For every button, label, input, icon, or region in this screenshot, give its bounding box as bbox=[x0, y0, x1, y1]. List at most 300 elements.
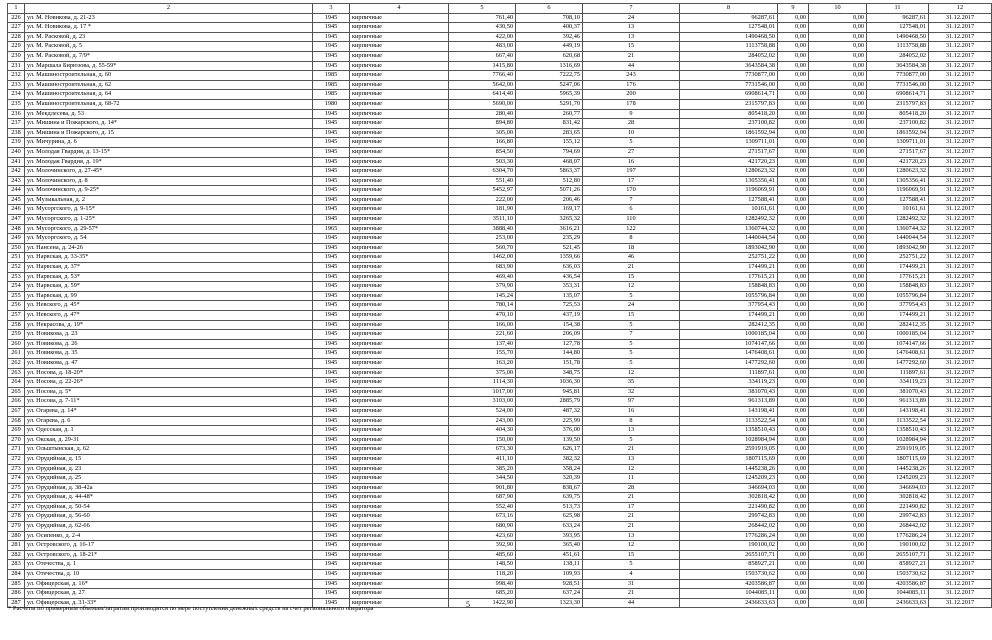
table-cell: 0,00 bbox=[809, 195, 867, 205]
table-cell: 253 bbox=[8, 272, 25, 282]
table-cell: ул. Нарвская, д. 59* bbox=[25, 282, 313, 292]
table-cell: 31.12.2017 bbox=[929, 32, 992, 42]
table-row bbox=[8, 483, 992, 493]
table-cell: кирпичные bbox=[350, 522, 449, 532]
table-cell: 31.12.2017 bbox=[929, 263, 992, 273]
table-cell: 6414,40 bbox=[449, 90, 516, 100]
table-cell: 252 bbox=[8, 263, 25, 273]
table-cell: 284052,02 bbox=[680, 51, 778, 61]
table-cell: 17 bbox=[583, 176, 680, 186]
table-cell: 0,00 bbox=[778, 531, 809, 541]
table-cell: 0,00 bbox=[809, 186, 867, 196]
table-cell: кирпичные bbox=[350, 589, 449, 599]
table-cell: 31.12.2017 bbox=[929, 215, 992, 225]
table-cell: 381070,43 bbox=[867, 387, 929, 397]
table-cell: 240 bbox=[8, 147, 25, 157]
table-cell: 0,00 bbox=[809, 541, 867, 551]
table-cell: 229 bbox=[8, 42, 25, 52]
table-cell: 1282492,32 bbox=[867, 215, 929, 225]
table-cell: 1323,30 bbox=[516, 598, 583, 608]
table-cell: 1074147,66 bbox=[867, 339, 929, 349]
table-cell: 1945 bbox=[313, 493, 350, 503]
table-cell: 0,00 bbox=[778, 483, 809, 493]
table-cell: 3643584,38 bbox=[867, 61, 929, 71]
table-cell: 0,00 bbox=[778, 147, 809, 157]
table-cell: 1945 bbox=[313, 301, 350, 311]
table-cell: 805418,20 bbox=[680, 109, 778, 119]
table-cell: 404,30 bbox=[449, 426, 516, 436]
table-cell: кирпичные bbox=[350, 330, 449, 340]
table-cell: 1422,90 bbox=[449, 598, 516, 608]
table-cell: 237100,82 bbox=[867, 119, 929, 129]
table-cell: 1309711,01 bbox=[680, 138, 778, 148]
table-cell: 181,90 bbox=[449, 205, 516, 215]
table-cell: 252751,22 bbox=[867, 253, 929, 263]
table-row bbox=[8, 368, 992, 378]
table-cell: 299742,83 bbox=[867, 512, 929, 522]
table-cell: 0,00 bbox=[809, 416, 867, 426]
table-cell: 344,50 bbox=[449, 474, 516, 484]
table-cell: кирпичные bbox=[350, 378, 449, 388]
table-cell: 998,40 bbox=[449, 579, 516, 589]
table-row bbox=[8, 493, 992, 503]
table-cell: кирпичные bbox=[350, 301, 449, 311]
table-cell: 31.12.2017 bbox=[929, 23, 992, 33]
table-cell: 423,60 bbox=[449, 531, 516, 541]
table-cell: 127588,41 bbox=[680, 195, 778, 205]
table-cell: 235,29 bbox=[516, 234, 583, 244]
table-cell: 31.12.2017 bbox=[929, 272, 992, 282]
table-cell: 5452,97 bbox=[449, 186, 516, 196]
table-cell: 365,40 bbox=[516, 541, 583, 551]
table-cell: 16 bbox=[583, 157, 680, 167]
table-cell: 0,00 bbox=[809, 215, 867, 225]
table-cell: 1360744,32 bbox=[867, 224, 929, 234]
table-cell: 2591919,05 bbox=[680, 445, 778, 455]
table-cell: 0,00 bbox=[778, 579, 809, 589]
table-cell: 1980 bbox=[313, 99, 350, 109]
table-row bbox=[8, 109, 992, 119]
table-cell: 31.12.2017 bbox=[929, 464, 992, 474]
table-cell: 8 bbox=[583, 416, 680, 426]
table-cell: ул. Машиностроительная, д. 68-72 bbox=[25, 99, 313, 109]
table-cell: 7222,75 bbox=[516, 71, 583, 81]
table-cell: ул. Мишина и Пожарского, д. 15 bbox=[25, 128, 313, 138]
table-cell: 0,00 bbox=[778, 445, 809, 455]
table-row bbox=[8, 147, 992, 157]
table-cell: ул. Мусоргского, д. 1-25* bbox=[25, 215, 313, 225]
table-cell: 1196069,91 bbox=[680, 186, 778, 196]
table-row bbox=[8, 90, 992, 100]
table-cell: кирпичные bbox=[350, 138, 449, 148]
table-cell: 1945 bbox=[313, 138, 350, 148]
table-cell: 1945 bbox=[313, 61, 350, 71]
table-cell: 32 bbox=[583, 387, 680, 397]
table-cell: 232 bbox=[8, 71, 25, 81]
table-cell: 12 bbox=[583, 464, 680, 474]
table-cell: ул. Орудийная, д. 62-66 bbox=[25, 522, 313, 532]
table-cell: 1945 bbox=[313, 330, 350, 340]
table-cell: ул. Мекдлесева, д. 53 bbox=[25, 109, 313, 119]
table-cell: 0,00 bbox=[778, 570, 809, 580]
table-cell: 858927,21 bbox=[680, 560, 778, 570]
table-row bbox=[8, 589, 992, 599]
table-cell: 245 bbox=[8, 195, 25, 205]
table-cell: 0,00 bbox=[809, 339, 867, 349]
table-cell: 31.12.2017 bbox=[929, 195, 992, 205]
table-cell: ул. Молочинского, д. 9-25* bbox=[25, 186, 313, 196]
table-cell: 0,00 bbox=[809, 176, 867, 186]
table-cell: 0,00 bbox=[809, 243, 867, 253]
table-row bbox=[8, 512, 992, 522]
table-cell: 961313,89 bbox=[680, 397, 778, 407]
table-cell: кирпичные bbox=[350, 90, 449, 100]
table-cell: 190100,02 bbox=[867, 541, 929, 551]
table-cell: 170 bbox=[583, 186, 680, 196]
table-cell: 1945 bbox=[313, 291, 350, 301]
table-row bbox=[8, 51, 992, 61]
table-cell: 284052,02 bbox=[867, 51, 929, 61]
table-cell: 1965 bbox=[313, 224, 350, 234]
table-cell: 0,00 bbox=[778, 138, 809, 148]
table-cell: 0,00 bbox=[778, 109, 809, 119]
header-row bbox=[8, 4, 992, 14]
table-cell: ул. Ольштынская, д. 62 bbox=[25, 445, 313, 455]
table-cell: 21 bbox=[583, 263, 680, 273]
table-cell: ул. Орудийная, д. 56-60 bbox=[25, 512, 313, 522]
table-cell: 44 bbox=[583, 598, 680, 608]
table-cell: 685,20 bbox=[449, 589, 516, 599]
table-cell: 31.12.2017 bbox=[929, 167, 992, 177]
table-cell: 13 bbox=[583, 426, 680, 436]
table-cell: 158848,83 bbox=[680, 282, 778, 292]
table-cell: 1196069,91 bbox=[867, 186, 929, 196]
table-cell: 625,98 bbox=[516, 512, 583, 522]
table-cell: 0,00 bbox=[778, 243, 809, 253]
table-cell: 1945 bbox=[313, 243, 350, 253]
table-cell: 122 bbox=[583, 224, 680, 234]
table-cell: 0,00 bbox=[809, 493, 867, 503]
table-cell: 1445238,26 bbox=[867, 464, 929, 474]
table-cell: 225,99 bbox=[516, 416, 583, 426]
table-cell: ул. Орудийная, д. 23 bbox=[25, 464, 313, 474]
table-cell: 15 bbox=[583, 272, 680, 282]
table-row bbox=[8, 282, 992, 292]
table-cell: 1133522,54 bbox=[867, 416, 929, 426]
table-cell: 0,00 bbox=[809, 435, 867, 445]
table-cell: кирпичные bbox=[350, 243, 449, 253]
table-cell: 411,10 bbox=[449, 454, 516, 464]
table-cell: 270 bbox=[8, 435, 25, 445]
table-cell: 31.12.2017 bbox=[929, 253, 992, 263]
table-row bbox=[8, 186, 992, 196]
table-cell: кирпичные bbox=[350, 502, 449, 512]
table-cell: 2655107,71 bbox=[680, 550, 778, 560]
table-cell: 1477292,60 bbox=[867, 358, 929, 368]
table-cell: ул. Новикова, д. 47 bbox=[25, 358, 313, 368]
table-cell: 0,00 bbox=[809, 291, 867, 301]
table-cell: 264 bbox=[8, 378, 25, 388]
table-cell: 279 bbox=[8, 522, 25, 532]
table-row bbox=[8, 474, 992, 484]
table-cell: 552,40 bbox=[449, 502, 516, 512]
table-cell: 31.12.2017 bbox=[929, 502, 992, 512]
table-cell: 0,00 bbox=[809, 80, 867, 90]
table-row bbox=[8, 176, 992, 186]
table-cell: 1945 bbox=[313, 378, 350, 388]
table-cell: 0,00 bbox=[778, 13, 809, 23]
table-cell: кирпичные bbox=[350, 435, 449, 445]
table-cell: 5 bbox=[583, 349, 680, 359]
table-cell: 1440044,54 bbox=[680, 234, 778, 244]
table-row bbox=[8, 157, 992, 167]
table-cell: 4 bbox=[583, 570, 680, 580]
table-cell: 166,80 bbox=[449, 138, 516, 148]
table-cell: 1945 bbox=[313, 435, 350, 445]
table-cell: 0,00 bbox=[778, 224, 809, 234]
table-cell: кирпичные bbox=[350, 368, 449, 378]
table-cell: 1945 bbox=[313, 512, 350, 522]
table-cell: 31.12.2017 bbox=[929, 406, 992, 416]
table-cell: 1462,00 bbox=[449, 253, 516, 263]
table-cell: 31.12.2017 bbox=[929, 426, 992, 436]
table-cell: 143198,41 bbox=[680, 406, 778, 416]
table-cell: 226 bbox=[8, 13, 25, 23]
table-cell: 44 bbox=[583, 61, 680, 71]
table-cell: 1945 bbox=[313, 368, 350, 378]
table-cell: 1415,80 bbox=[449, 61, 516, 71]
table-cell: 1945 bbox=[313, 387, 350, 397]
table-cell: кирпичные bbox=[350, 512, 449, 522]
table-cell: 31.12.2017 bbox=[929, 522, 992, 532]
table-cell: 267 bbox=[8, 406, 25, 416]
table-cell: 190100,02 bbox=[680, 541, 778, 551]
table-row bbox=[8, 522, 992, 532]
table-cell: 234 bbox=[8, 90, 25, 100]
table-cell: кирпичные bbox=[350, 454, 449, 464]
table-cell: 503,30 bbox=[449, 157, 516, 167]
table-cell: 13 bbox=[583, 23, 680, 33]
table-cell: кирпичные bbox=[350, 215, 449, 225]
table-cell: 0,00 bbox=[778, 42, 809, 52]
table-cell: 230 bbox=[8, 51, 25, 61]
table-cell: 1945 bbox=[313, 109, 350, 119]
table-cell: 2655107,71 bbox=[867, 550, 929, 560]
table-cell: 1945 bbox=[313, 483, 350, 493]
table-cell: ул. Нарвская, д. 33-35* bbox=[25, 253, 313, 263]
table-cell: ул. Мичурина, д. 6 bbox=[25, 138, 313, 148]
table-cell: кирпичные bbox=[350, 493, 449, 503]
table-cell: 5 bbox=[583, 320, 680, 330]
table-cell: 1945 bbox=[313, 195, 350, 205]
table-cell: 249 bbox=[8, 234, 25, 244]
table-cell: 1945 bbox=[313, 42, 350, 52]
table-cell: 253,00 bbox=[449, 234, 516, 244]
table-cell: 1945 bbox=[313, 147, 350, 157]
table-cell: 0,00 bbox=[778, 80, 809, 90]
table-cell: 257 bbox=[8, 311, 25, 321]
table-cell: 0,00 bbox=[809, 589, 867, 599]
table-cell: 6304,70 bbox=[449, 167, 516, 177]
table-cell: 21 bbox=[583, 522, 680, 532]
table-cell: кирпичные bbox=[350, 474, 449, 484]
table-cell: 206,46 bbox=[516, 195, 583, 205]
table-cell: 5071,26 bbox=[516, 186, 583, 196]
table-row bbox=[8, 531, 992, 541]
table-cell: 31.12.2017 bbox=[929, 301, 992, 311]
table-cell: 31.12.2017 bbox=[929, 349, 992, 359]
table-row bbox=[8, 42, 992, 52]
table-cell: 143198,41 bbox=[867, 406, 929, 416]
table-cell: 1945 bbox=[313, 579, 350, 589]
table-cell: кирпичные bbox=[350, 176, 449, 186]
column-number-cell: 4 bbox=[350, 4, 449, 14]
table-cell: 0,00 bbox=[809, 224, 867, 234]
table-cell: 0,00 bbox=[778, 176, 809, 186]
table-cell: кирпичные bbox=[350, 339, 449, 349]
column-number-cell: 1 bbox=[8, 4, 25, 14]
table-cell: 1985 bbox=[313, 71, 350, 81]
table-cell: 31.12.2017 bbox=[929, 311, 992, 321]
table-cell: ул. Огарева, д. 14* bbox=[25, 406, 313, 416]
table-cell: 155,12 bbox=[516, 138, 583, 148]
table-cell: 247 bbox=[8, 215, 25, 225]
table-cell: 1945 bbox=[313, 176, 350, 186]
table-cell: 166,00 bbox=[449, 320, 516, 330]
table-cell: 3888,40 bbox=[449, 224, 516, 234]
table-cell: 15 bbox=[583, 550, 680, 560]
table-cell: 0,00 bbox=[778, 435, 809, 445]
table-cell: 0,00 bbox=[778, 234, 809, 244]
table-cell: 31.12.2017 bbox=[929, 13, 992, 23]
table-cell: 111897,61 bbox=[867, 368, 929, 378]
table-cell: кирпичные bbox=[350, 550, 449, 560]
table-cell: 1807115,69 bbox=[867, 454, 929, 464]
table-cell: 242 bbox=[8, 167, 25, 177]
table-cell: 0,00 bbox=[778, 406, 809, 416]
table-cell: кирпичные bbox=[350, 99, 449, 109]
table-cell: 28 bbox=[583, 483, 680, 493]
table-cell: 1945 bbox=[313, 464, 350, 474]
table-cell: 238 bbox=[8, 128, 25, 138]
table-cell: 0,00 bbox=[809, 13, 867, 23]
table-cell: 0,00 bbox=[778, 512, 809, 522]
register-sheet bbox=[7, 3, 975, 608]
table-cell: ул. Офицерская, д. 27 bbox=[25, 589, 313, 599]
table-cell: 21 bbox=[583, 589, 680, 599]
table-cell: 158848,83 bbox=[867, 282, 929, 292]
table-cell: 1503730,62 bbox=[867, 570, 929, 580]
table-cell: 6 bbox=[583, 205, 680, 215]
table-row bbox=[8, 23, 992, 33]
table-cell: 7766,40 bbox=[449, 71, 516, 81]
table-cell: 31.12.2017 bbox=[929, 147, 992, 157]
table-cell: 1945 bbox=[313, 128, 350, 138]
table-cell: 31.12.2017 bbox=[929, 579, 992, 589]
table-cell: 177615,21 bbox=[680, 272, 778, 282]
table-cell: 346694,03 bbox=[680, 483, 778, 493]
table-row bbox=[8, 426, 992, 436]
table-cell: 0,00 bbox=[778, 560, 809, 570]
table-cell: кирпичные bbox=[350, 272, 449, 282]
table-row bbox=[8, 464, 992, 474]
table-cell: ул. Музыкальная, д. 2 bbox=[25, 195, 313, 205]
table-cell: 0,00 bbox=[809, 426, 867, 436]
table-cell: кирпичные bbox=[350, 234, 449, 244]
table-cell: 928,51 bbox=[516, 579, 583, 589]
table-cell: 1074147,66 bbox=[680, 339, 778, 349]
table-cell: 5 bbox=[583, 358, 680, 368]
table-cell: 7730877,00 bbox=[680, 71, 778, 81]
table-cell: 96287,61 bbox=[867, 13, 929, 23]
table-cell: 0,00 bbox=[778, 589, 809, 599]
table-cell: 0,00 bbox=[809, 378, 867, 388]
table-cell: 385,20 bbox=[449, 464, 516, 474]
table-cell: 13 bbox=[583, 454, 680, 464]
table-cell: 0,00 bbox=[778, 454, 809, 464]
table-cell: 236 bbox=[8, 109, 25, 119]
table-cell: 487,32 bbox=[516, 406, 583, 416]
table-cell: 271 bbox=[8, 445, 25, 455]
table-cell: 284 bbox=[8, 570, 25, 580]
table-cell: 21 bbox=[583, 493, 680, 503]
table-cell: 620,68 bbox=[516, 51, 583, 61]
table-cell: 673,16 bbox=[449, 512, 516, 522]
table-cell: 31.12.2017 bbox=[929, 512, 992, 522]
table-row bbox=[8, 32, 992, 42]
table-cell: 1861592,94 bbox=[867, 128, 929, 138]
table-cell: 248 bbox=[8, 224, 25, 234]
table-cell: 1114,30 bbox=[449, 378, 516, 388]
table-cell: 1945 bbox=[313, 234, 350, 244]
table-row bbox=[8, 119, 992, 129]
table-cell: 1776286,24 bbox=[680, 531, 778, 541]
table-cell: 1280623,32 bbox=[680, 167, 778, 177]
table-cell: 0,00 bbox=[809, 167, 867, 177]
table-cell: 3511,10 bbox=[449, 215, 516, 225]
table-cell: 0,00 bbox=[778, 157, 809, 167]
table-row bbox=[8, 71, 992, 81]
table-cell: 154,38 bbox=[516, 320, 583, 330]
table-cell: 31.12.2017 bbox=[929, 205, 992, 215]
table-cell: ул. Новикова, д. 26 bbox=[25, 339, 313, 349]
table-cell: 0,00 bbox=[778, 502, 809, 512]
table-cell: 31.12.2017 bbox=[929, 99, 992, 109]
table-row bbox=[8, 502, 992, 512]
table-cell: 283 bbox=[8, 560, 25, 570]
table-cell: кирпичные bbox=[350, 23, 449, 33]
table-cell: 282412,35 bbox=[680, 320, 778, 330]
table-cell: 0,00 bbox=[809, 454, 867, 464]
table-cell: 260,77 bbox=[516, 109, 583, 119]
table-cell: 0,00 bbox=[809, 512, 867, 522]
table-cell: 521,45 bbox=[516, 243, 583, 253]
table-cell: 228 bbox=[8, 32, 25, 42]
table-cell: 0,00 bbox=[778, 378, 809, 388]
table-cell: 12 bbox=[583, 282, 680, 292]
table-row bbox=[8, 320, 992, 330]
table-cell: 805418,20 bbox=[867, 109, 929, 119]
table-cell: 0,00 bbox=[778, 397, 809, 407]
table-cell: кирпичные bbox=[350, 560, 449, 570]
table-cell: 346694,03 bbox=[867, 483, 929, 493]
table-cell: 272 bbox=[8, 454, 25, 464]
table-cell: 560,70 bbox=[449, 243, 516, 253]
table-cell: 261 bbox=[8, 349, 25, 359]
table-cell: 0,00 bbox=[809, 358, 867, 368]
table-cell: 1945 bbox=[313, 349, 350, 359]
table-cell: 276 bbox=[8, 493, 25, 503]
